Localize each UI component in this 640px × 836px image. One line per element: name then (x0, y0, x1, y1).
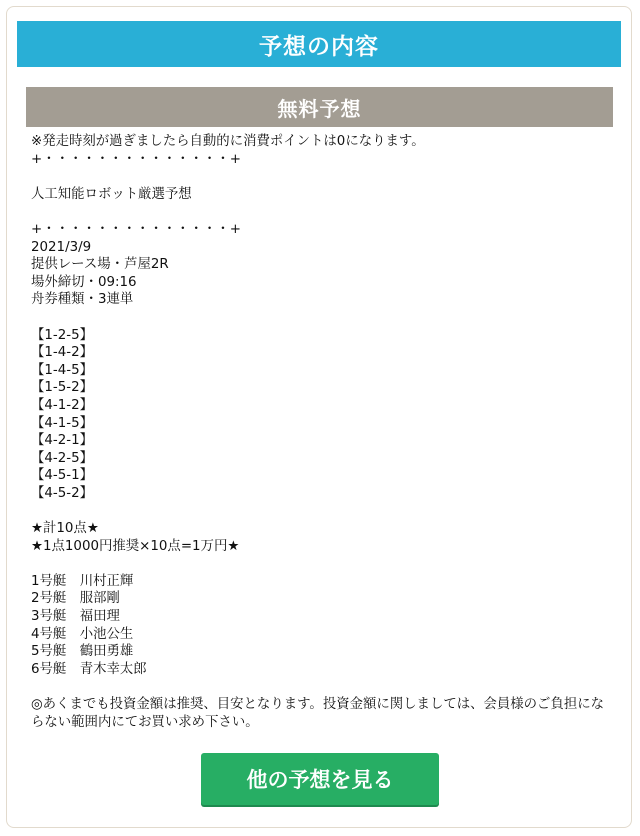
content-line: 舟券種類・3連単 (31, 292, 134, 308)
content-line: 【1-4-5】 (31, 362, 94, 378)
forecast-card (6, 6, 632, 828)
content-line: +・・・・・・・・・・・・・・+ (31, 221, 241, 237)
content-line: ◎あくまでも投資金額は推奨、目安となります。投資金額に関しましては、会員様のご負担にならない範囲内にてお買い求め下さい。 (31, 697, 605, 730)
content-line: 【4-2-5】 (31, 450, 94, 466)
content-line (31, 678, 611, 696)
content-line: 2021/3/9 (31, 239, 92, 255)
content-line: ※発走時刻が過ぎましたら自動的に消費ポイントは0になります。 (31, 134, 425, 149)
content-line: 【4-1-5】 (31, 415, 94, 431)
content-line: 5号艇 鶴田勇雄 (31, 644, 134, 660)
page-title: 予想の内容 (17, 21, 621, 67)
content-line: 人工知能ロボット厳選予想 (31, 186, 192, 202)
content-line: 【4-2-1】 (31, 433, 94, 449)
content-line (31, 203, 611, 221)
other-forecasts-button[interactable]: 他の予想を見る (201, 753, 439, 805)
content-line: 【4-5-2】 (31, 485, 94, 501)
content-line (31, 555, 611, 573)
content-line: 【1-4-2】 (31, 345, 94, 361)
forecast-content (31, 133, 611, 731)
content-line (31, 309, 611, 327)
content-line: ★1点1000円推奨×10点=1万円★ (31, 538, 240, 554)
content-line: 【4-5-1】 (31, 468, 94, 484)
content-line (31, 168, 611, 186)
content-line: ★計10点★ (31, 521, 99, 537)
content-line: 場外締切・09:16 (31, 274, 137, 290)
content-line: +・・・・・・・・・・・・・・+ (31, 151, 241, 167)
content-line: 提供レース場・芦屋2R (31, 257, 169, 273)
content-line: 6号艇 青木幸太郎 (31, 661, 147, 677)
content-line: 【1-5-2】 (31, 380, 94, 396)
content-line: 1号艇 川村正輝 (31, 573, 134, 589)
content-line (31, 502, 611, 520)
content-line: 【4-1-2】 (31, 397, 94, 413)
section-title: 無料予想 (26, 87, 613, 127)
content-line: 4号艇 小池公生 (31, 626, 134, 642)
content-line: 【1-2-5】 (31, 327, 94, 343)
content-line: 3号艇 福田理 (31, 609, 120, 625)
content-line: 2号艇 服部剛 (31, 591, 120, 607)
